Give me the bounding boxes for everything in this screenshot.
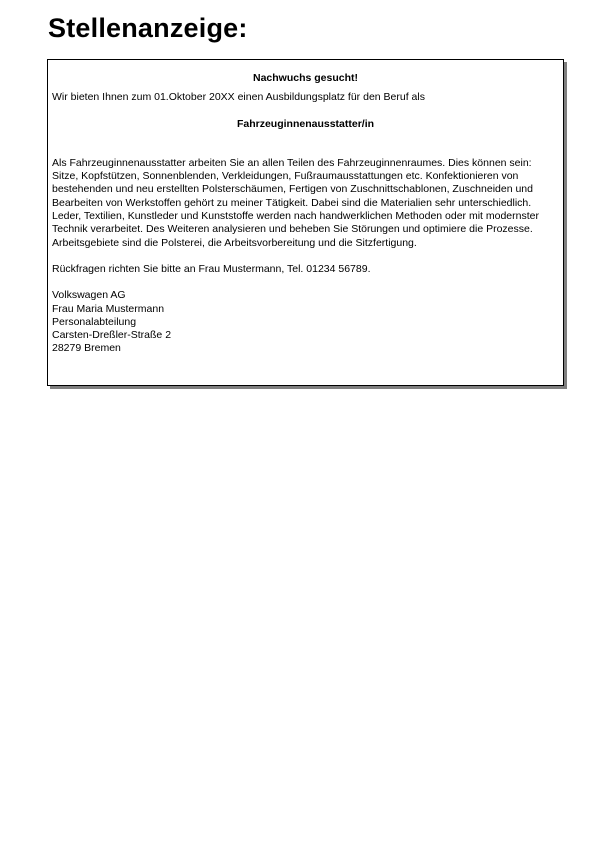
address-city: 28279 Bremen xyxy=(52,342,121,355)
address-contact-person: Frau Maria Mustermann xyxy=(52,302,165,315)
job-ad-box xyxy=(47,59,564,386)
ad-intro-text: Wir bieten Ihnen zum 01.Oktober 20XX einen Ausbildungsplatz für den Beruf als xyxy=(52,91,425,104)
ad-address-block xyxy=(52,289,559,355)
address-street: Carsten-Dreßler-Straße 2 xyxy=(52,329,172,342)
page-title: Stellenanzeige: xyxy=(48,13,248,43)
ad-description-text: Als Fahrzeuginnenausstatter arbeiten Sie an allen Teilen des Fahrzeuginnenraumes. Dies können sein: Sitze, Kopfstützen, Sonnenblenden, Verkleidungen, Fußraumausstattungen etc. Konfektionieren von bestehenden und neu erstellten Polsterschäumen, Fertigen von Zuschnittschablonen, Zuschneiden und Bearbeiten von Werkstoffen gehört zu meiner Tätigkeit. Dabei sind die Materialien sehr unterschiedlich. Leder, Textilien, Kunstleder und Kunststoffe werden nach handwerklichen Methoden oder mit modernster Technik verarbeitet. Des Weiteren analysieren und beheben Sie Störungen und optimiere die Prozesse. Arbeitsgebiete sind die Polsterei, die Arbeitsvorbereitung und die Sitzfertigung. xyxy=(52,156,539,249)
ad-profession-title: Fahrzeuginnenausstatter/in xyxy=(236,117,375,130)
ad-contact-line: Rückfragen richten Sie bitte an Frau Mustermann, Tel. 01234 56789. xyxy=(52,262,371,275)
ad-heading: Nachwuchs gesucht! xyxy=(252,72,359,84)
address-company: Volkswagen AG xyxy=(52,289,126,302)
address-department: Personalabteilung xyxy=(52,315,137,328)
